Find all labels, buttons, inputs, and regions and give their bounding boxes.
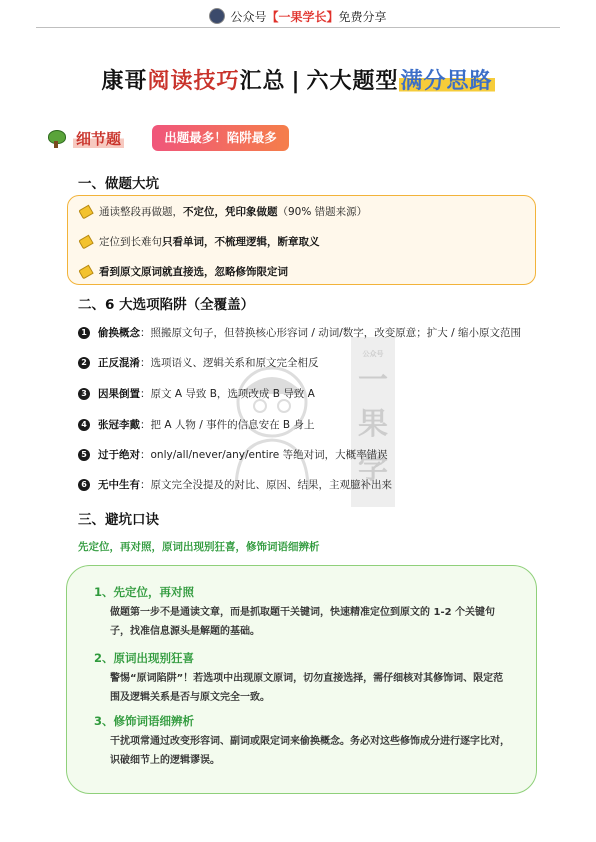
top-header (0, 8, 596, 25)
pitfall-bold: 看到原文原词就直接选，忽略修饰限定词 (99, 266, 288, 278)
number-badge: 5 (78, 449, 90, 461)
tip-body: 做题第一步不是通读文章，而是抓取题干关键词，快速精准定位到原文的 1-2 个关键句子，找准信息源头是解题的基础。 (110, 607, 496, 637)
number-badge: 6 (78, 479, 90, 491)
number-badge: 2 (78, 357, 90, 369)
tag-icon (78, 204, 93, 219)
pitfalls-heading: 一、做题大坑 (78, 176, 159, 192)
title-separator: | (291, 69, 301, 94)
tip-body: 干扰项常通过改变形容词、副词或限定词来偷换概念。务必对这些修饰成分进行逐字比对，识破细节上的逻辑谬误。 (110, 736, 510, 766)
trap-name: 偷换概念 (98, 327, 140, 339)
header-suffix: 免费分享 (338, 10, 387, 24)
pitfall-bold: 不定位，凭印象做题 (183, 206, 278, 218)
pitfall-note: （90% 错题来源） (277, 206, 368, 218)
pitfall-text: 定位到长难句 (99, 236, 162, 248)
page-title (0, 64, 596, 95)
tip-title: 2、原词出现别狂喜 (94, 651, 195, 665)
title-part1: 康哥 (101, 69, 148, 94)
header-account: 一果学长 (278, 10, 327, 24)
pitfall-text: 通读整段再做题， (99, 206, 183, 218)
trap-desc: ：选项语义、逻辑关系和原文完全相反 (140, 357, 319, 369)
header-bracket-close: 】 (326, 10, 339, 24)
tip-title: 3、修饰词语细辨析 (94, 714, 195, 728)
pitfall-item (80, 264, 288, 279)
trap-name: 因果倒置 (98, 388, 140, 400)
trap-item (78, 325, 521, 340)
header-bracket-open: 【 (266, 10, 279, 24)
pitfall-bold: 只看单词，不梳理逻辑，断章取义 (162, 236, 320, 248)
trap-name: 张冠李戴 (98, 419, 140, 431)
number-badge: 4 (78, 419, 90, 431)
section-header (47, 128, 124, 149)
title-part5: 满分思路 (400, 69, 493, 94)
tag-icon (78, 264, 93, 279)
watermark-char: 果 (358, 407, 388, 442)
trap-name: 过于绝对 (98, 449, 140, 461)
title-part3: 汇总 (239, 69, 286, 94)
trap-item (78, 355, 319, 370)
trap-name: 无中生有 (98, 479, 140, 491)
tip-body: 警惕“原词陷阱”！若选项中出现原文原词，切勿直接选择，需仔细核对其修饰词、限定范围及逻辑关系是否与原文完全一致。 (110, 673, 504, 703)
trap-desc: ：原文 A 导致 B，选项改成 B 导致 A (140, 388, 315, 400)
tips-slogan: 先定位，再对照，原词出现别狂喜，修饰词语细辨析 (78, 541, 320, 553)
pitfall-item (80, 234, 320, 249)
trap-item (78, 447, 388, 462)
section-badge: 出题最多！陷阱最多 (152, 125, 289, 151)
trap-desc: ：原文完全没提及的对比、原因、结果，主观臆补出来 (140, 479, 392, 491)
trap-desc: ：only/all/never/any/entire 等绝对词，大概率错误 (140, 449, 388, 461)
number-badge: 3 (78, 388, 90, 400)
tip-title: 1、先定位，再对照 (94, 585, 195, 599)
trap-name: 正反混淆 (98, 357, 140, 369)
tree-icon (47, 130, 65, 148)
traps-heading: 二、6 大选项陷阱（全覆盖） (78, 297, 255, 313)
pitfall-item (80, 204, 367, 219)
watermark-char: 一 (358, 363, 388, 398)
number-badge: 1 (78, 327, 90, 339)
trap-desc: ：把 A 人物 / 事件的信息安在 B 身上 (140, 419, 315, 431)
title-part4: 六大题型 (306, 69, 399, 94)
header-divider (36, 27, 560, 28)
trap-desc: ：照搬原文句子，但替换核心形容词 / 动词/数字，改变原意；扩大 / 缩小原文范围 (140, 327, 521, 339)
watermark-char: 学 (358, 451, 388, 486)
account-avatar-icon (209, 8, 225, 24)
tips-heading: 三、避坑口诀 (78, 512, 159, 528)
trap-item (78, 477, 392, 492)
title-part2: 阅读技巧 (147, 69, 240, 94)
section-title: 细节题 (73, 128, 124, 149)
tag-icon (78, 234, 93, 249)
trap-item (78, 417, 314, 432)
header-prefix: 公众号 (230, 10, 267, 24)
trap-item (78, 386, 315, 401)
watermark-small: 公众号 (362, 350, 384, 358)
